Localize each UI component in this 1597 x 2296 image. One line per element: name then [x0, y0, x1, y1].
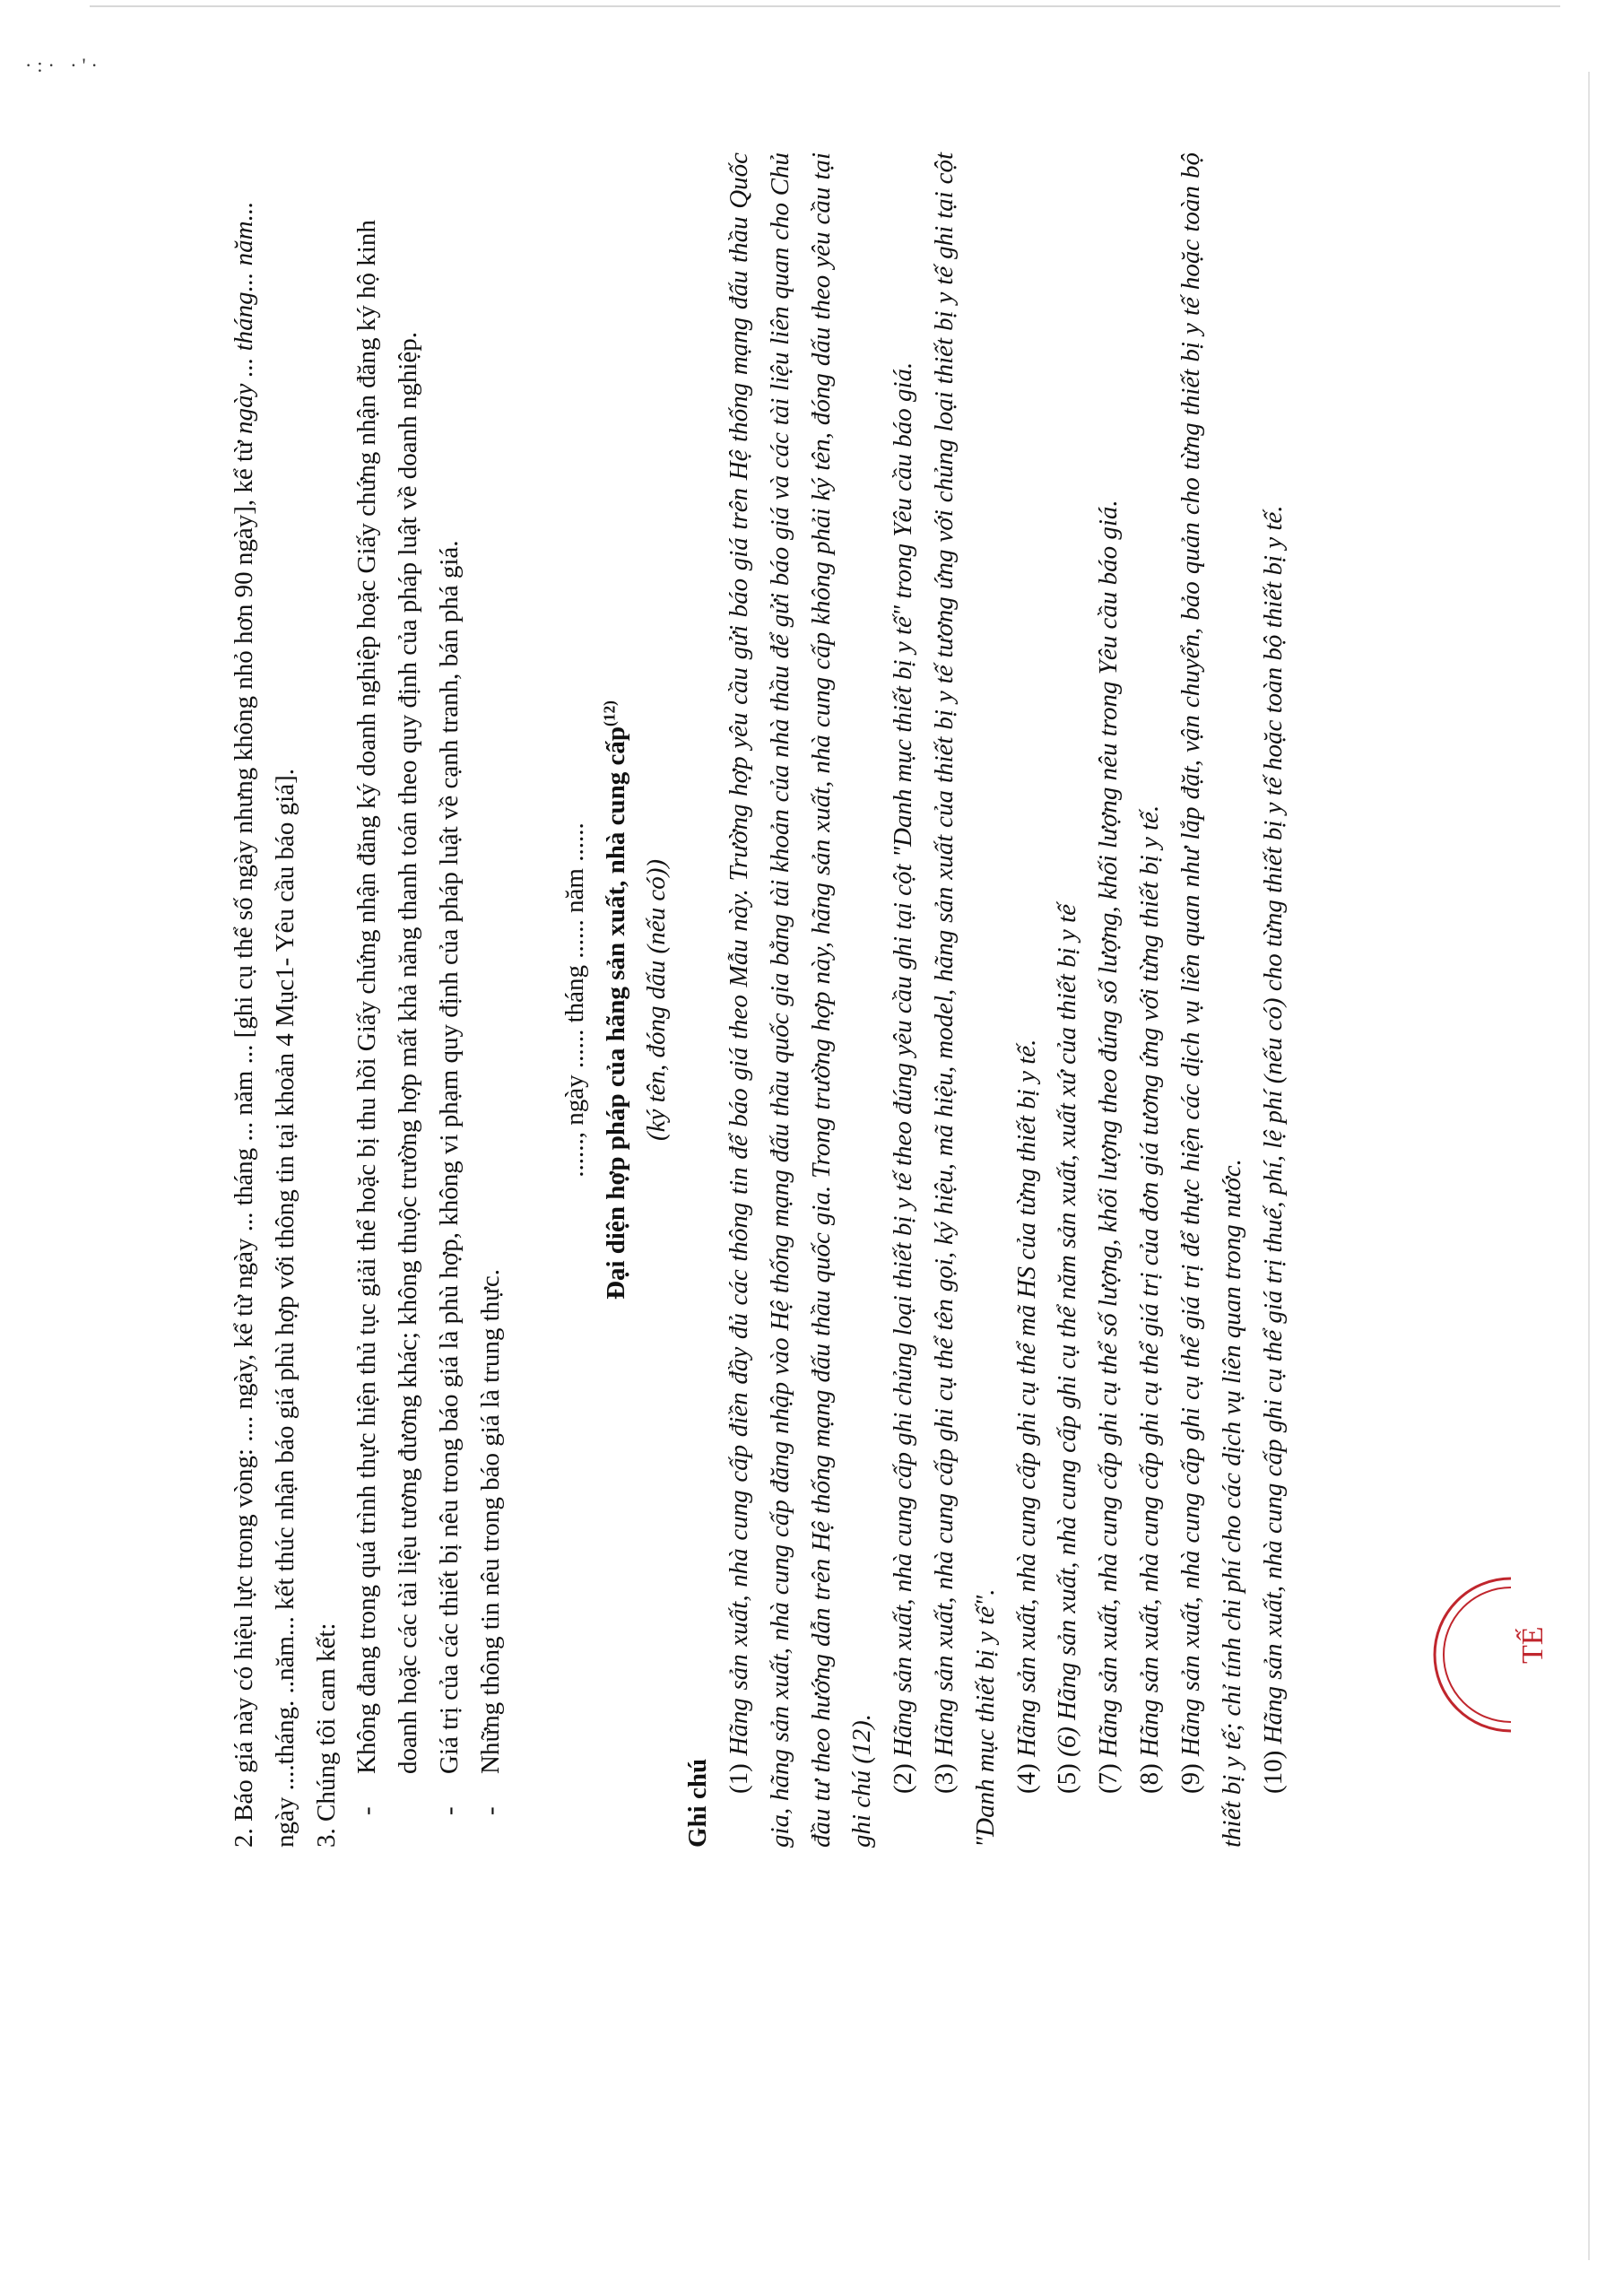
validity-italic: ngày ... tháng... năm...	[230, 201, 258, 434]
note-number: (3)	[930, 1763, 959, 1794]
note-item	[719, 152, 883, 1848]
document-page	[224, 152, 1294, 1848]
commitment-text: Không đang trong quá trình thực hiện thủ tục giải thể hoặc bị thu hồi Giấy chứng nhận đăng ký doanh nghiệp hoặc Giấy chứng nhận đăng ký hộ kinh doanh hoặc các tài liệu tương đương khác; không thuộc trường hợp mất khả năng thanh toán theo quy định của pháp luật về doanh nghiệp.	[352, 220, 423, 1774]
note-item	[1171, 152, 1254, 1848]
note-text: Hãng sản xuất, nhà cung cấp ghi cụ thể giá trị thuế, phí, lệ phí (nếu có) cho từng thiết bị y tế hoặc toàn bộ thiết bị y tế.	[1258, 505, 1288, 1744]
note-item	[883, 152, 924, 1848]
signature-title	[596, 462, 638, 1538]
commitment-text: Giá trị của các thiết bị nêu trong báo giá là phù hợp, không vi phạm quy định của pháp luật về cạnh tranh, bán phá giá.	[435, 540, 464, 1774]
red-seal-stamp	[1408, 1552, 1597, 1758]
stamp-text: TẾ	[1516, 1626, 1549, 1664]
bullet-dash: -	[352, 1806, 382, 1815]
notes-list	[719, 152, 1294, 1848]
note-item	[1254, 152, 1295, 1848]
validity-paragraph	[224, 152, 307, 1848]
note-text: (6) Hãng sản xuất, nhà cung cấp ghi cụ thể năm sản xuất, xuất xứ của thiết bị y tế	[1053, 904, 1082, 1757]
validity-text-2: ngày ....tháng. ..năm... kết thúc nhận báo giá phù hợp với thông tin tại khoản 4 Mục1- Yêu cầu báo giá].	[270, 768, 299, 1848]
note-number: (9)	[1176, 1763, 1205, 1794]
note-item	[924, 152, 1007, 1848]
signature-date: ......, ngày ...... tháng ...... năm ......	[560, 822, 589, 1178]
commitment-item	[430, 152, 471, 1848]
note-number: (2)	[889, 1763, 918, 1794]
note-number: (7)	[1094, 1763, 1124, 1794]
bullet-dash: -	[475, 1806, 505, 1815]
note-number: (4)	[1011, 1763, 1041, 1794]
note-number: (5)	[1053, 1763, 1082, 1794]
commitment-item	[347, 152, 430, 1848]
signature-block	[555, 462, 678, 1538]
note-text: Hãng sản xuất, nhà cung cấp ghi chủng loại thiết bị y tế theo đúng yêu cầu ghi tại cột "Danh mục thiết bị y tế" trong Yêu cầu báo giá.	[889, 361, 918, 1757]
note-text: Hãng sản xuất, nhà cung cấp ghi cụ thể số lượng, khối lượng theo đúng số lượng, khối lượng nêu trong Yêu cầu báo giá.	[1094, 500, 1124, 1757]
note-item	[1007, 152, 1048, 1848]
note-text: Hãng sản xuất, nhà cung cấp điền đầy đủ các thông tin để báo giá theo Mẫu này. Trường hợp yêu cầu gửi báo giá trên Hệ thống mạng đấu thầu Quốc gia, hãng sản xuất, nhà cung cấp đăng nhập vào Hệ thống mạng đấu thầu quốc gia bằng tài khoản của nhà thầu để gửi báo giá và các tài liệu liên quan cho Chủ đầu tư theo hướng dẫn trên Hệ thống mạng đấu thầu quốc gia. Trong trường hợp này, hãng sản xuất, nhà cung cấp không phải ký tên, đóng dấu theo yêu cầu tại ghi chú (12).	[724, 152, 877, 1848]
signature-subtitle: (ký tên, đóng dấu (nếu có))	[642, 858, 672, 1142]
note-text: Hãng sản xuất, nhà cung cấp ghi cụ thể giá trị của đơn giá tương ứng với từng thiết bị y tế.	[1135, 804, 1165, 1757]
notes-heading: Ghi chú	[683, 1758, 713, 1848]
note-text: Hãng sản xuất, nhà cung cấp ghi cụ thể tên gọi, ký hiệu, mã hiệu, model, hãng sản xuất của thiết bị y tế tương ứng với chủng loại thiết bị y tế ghi tại cột "Danh mục thiết bị y tế".	[930, 152, 1000, 1848]
signature-footnote: (12)	[599, 700, 618, 726]
note-number: (8)	[1135, 1763, 1165, 1794]
commit-title: 3. Chúng tôi cam kết:	[311, 1622, 341, 1848]
note-number: (1)	[724, 1763, 753, 1794]
note-item	[1089, 152, 1130, 1848]
signature-title-text: Đại diện hợp pháp của hãng sản xuất, nhà cung cấp	[601, 726, 630, 1300]
note-text: Hãng sản xuất, nhà cung cấp ghi cụ thể mã HS của từng thiết bị y tế.	[1011, 1039, 1041, 1757]
note-item	[1047, 152, 1089, 1848]
validity-text-1: 2. Báo giá này có hiệu lực trong vòng: .... ngày, kể từ ngày ... tháng ... năm ... [ghi cụ thể số ngày nhưng không nhỏ hơn 90 ngày], kể từ	[230, 440, 258, 1848]
note-text: Hãng sản xuất, nhà cung cấp ghi cụ thể giá trị để thực hiện các dịch vụ liên quan như lắp đặt, vận chuyển, bảo quản cho từng thiết bị y tế hoặc toàn bộ thiết bị y tế; chỉ tính chi phí cho các dịch vụ liên quan trong nước.	[1176, 152, 1246, 1848]
note-number: (10)	[1258, 1750, 1288, 1794]
note-item	[1130, 152, 1171, 1848]
bullet-dash: -	[435, 1806, 464, 1815]
commitment-item	[471, 152, 512, 1848]
scan-specks: ·:· ·'·	[25, 54, 103, 76]
commitment-text: Những thông tin nêu trong báo giá là trung thực.	[475, 1268, 505, 1774]
